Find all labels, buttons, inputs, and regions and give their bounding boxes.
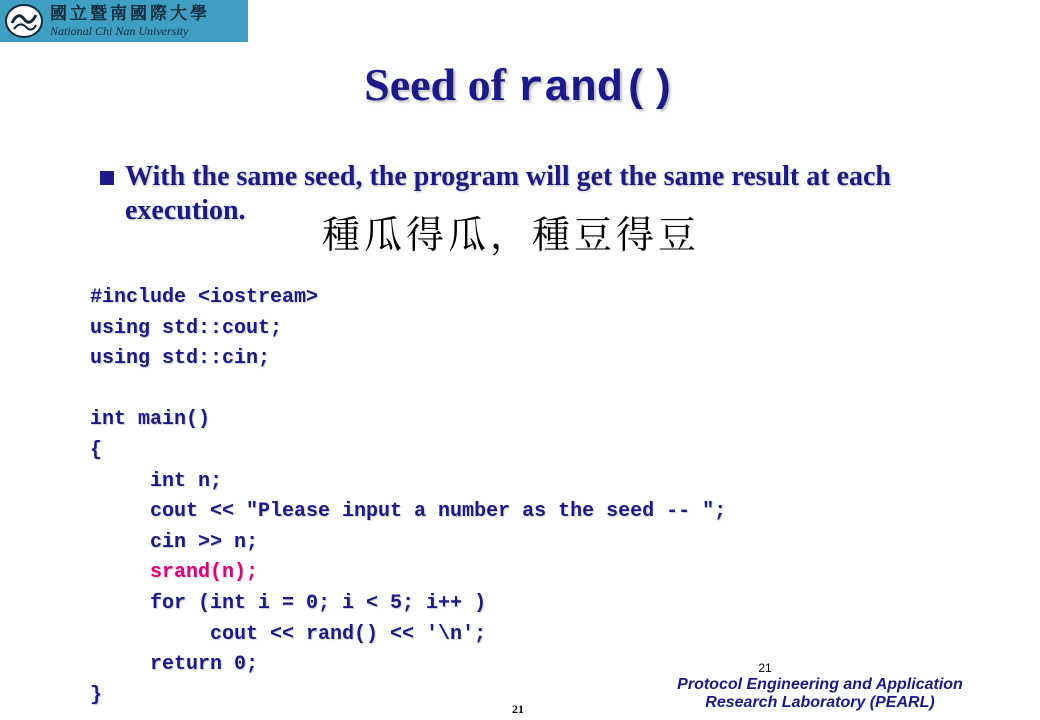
code-line: int main() bbox=[90, 408, 211, 432]
code-line: for (int i = 0; i < 5; i++ ) bbox=[90, 591, 487, 615]
logo-english-name: National Chi Nan University bbox=[50, 24, 189, 38]
lab-name-line-1: Protocol Engineering and Application bbox=[677, 676, 963, 693]
slide-title-code: rand() bbox=[517, 64, 676, 114]
code-line: int n; bbox=[90, 469, 223, 493]
university-emblem-icon bbox=[4, 1, 44, 41]
square-bullet-icon bbox=[100, 171, 114, 185]
code-line: cout << rand() << '\n'; bbox=[90, 622, 487, 646]
code-line: using std::cout; bbox=[90, 316, 283, 340]
university-logo bbox=[0, 0, 248, 42]
code-line: } bbox=[90, 683, 103, 707]
code-block bbox=[90, 283, 726, 711]
code-line: cout << "Please input a number as the seed -- "; bbox=[90, 500, 727, 524]
page-number-bottom: 21 bbox=[512, 702, 524, 716]
code-line: srand(n); bbox=[90, 561, 259, 585]
code-line: using std::cin; bbox=[90, 347, 271, 371]
code-line: #include <iostream> bbox=[90, 286, 319, 309]
lab-name bbox=[630, 676, 1010, 712]
slide-title bbox=[0, 58, 1040, 114]
code-line: { bbox=[90, 438, 103, 462]
code-line: cin >> n; bbox=[90, 530, 259, 554]
code-line: return 0; bbox=[90, 653, 259, 677]
logo-chinese-name: 國立暨南國際大學 bbox=[50, 4, 210, 24]
code-line bbox=[90, 375, 726, 406]
slide-title-prefix: Seed of bbox=[364, 59, 518, 110]
bullet-text: With the same seed, the program will get the same result at each execution. bbox=[125, 161, 891, 226]
chinese-proverb: 種瓜得瓜，種豆得豆 bbox=[322, 213, 701, 257]
lab-name-line-2: Research Laboratory (PEARL) bbox=[705, 694, 935, 711]
page-number-top: 21 bbox=[758, 661, 772, 675]
